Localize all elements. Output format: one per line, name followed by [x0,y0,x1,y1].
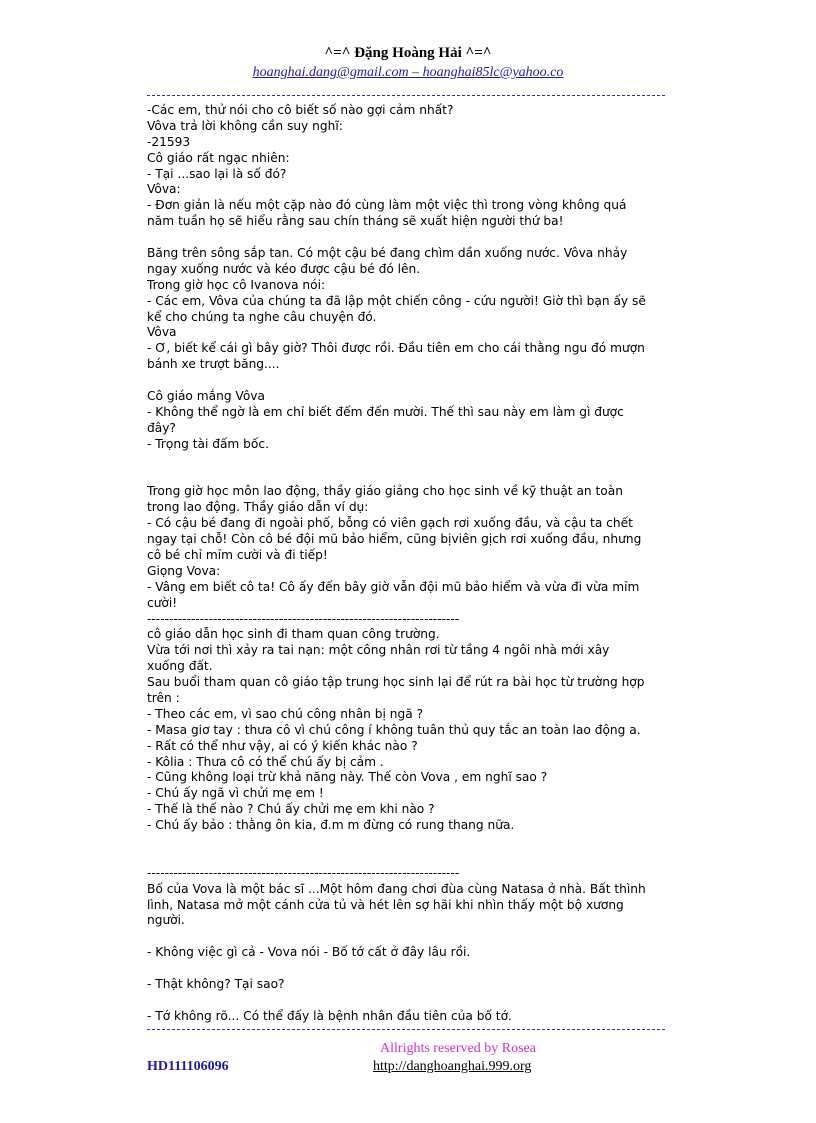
text-line: trên : [147,690,180,705]
text-line: năm tuần họ sẽ hiểu rằng sau chín tháng sẽ xuất hiện người thứ ba! [147,214,564,229]
text-line [147,834,677,850]
text-line: - Thế là thế nào ? Chú ấy chửi mẹ em khi nào ? [147,802,435,817]
text-line: - Masa giơ tay : thưa cô vì chú công í không tuân thủ quy tắc an toàn lao động a. [147,722,641,737]
text-line: - Rất có thể như vậy, ai có ý kiến khác nào ? [147,738,418,753]
footer-divider [147,1029,665,1030]
text-line: cô bé chỉ mỉm cười và đi tiếp! [147,547,328,562]
email-link-yahoo[interactable]: hoanghai85lc@yahoo.co [422,65,564,80]
text-line: - Có cậu bé đang đi ngoài phố, bỗng có viên gạch rơi xuống đầu, và cậu ta chết [147,516,633,531]
text-line: -Các em, thử nói cho cô biết số nào gợi cảm nhất? [147,103,454,117]
text-line: đây? [147,420,176,435]
text-line: xuống đất. [147,659,213,674]
text-line: Vôva trả lời không cần suy nghĩ: [147,118,343,133]
text-line: Cô giáo rất ngạc nhiên: [147,150,290,165]
website-link[interactable]: http://danghoanghai.999.org [373,1059,532,1074]
text-line: Băng trên sông sắp tan. Có một cậu bé đang chìm dần xuống nước. Vôva nhảy [147,246,628,261]
text-line: - Theo các em, vì sao chú công nhân bị ngã ? [147,706,424,721]
text-line: bánh xe trượt băng.... [147,357,280,372]
email-links [0,63,816,82]
page-header [0,44,816,82]
text-line: lình, Natasa mở một cánh cửa tủ và hét lên sợ hãi khi nhìn thấy một bộ xương [147,897,624,912]
text-line: ----------------------------------------------------------------------- [147,865,460,880]
email-link-gmail[interactable]: hoanghai.dang@gmail.com [252,65,409,80]
text-line: cô giáo dẫn học sinh đi tham quan công trường. [147,627,440,642]
text-line: - Trọng tài đấm bốc. [147,436,269,451]
text-line [147,453,677,469]
text-line [147,993,677,1009]
text-line: - Cũng không loại trừ khả năng này. Thế còn Vova , em nghĩ sao ? [147,770,548,785]
text-line: - Thật không? Tại sao? [147,976,285,991]
text-line [147,230,677,246]
text-line: - Ơ, biết kể cái gì bây giờ? Thôi được rồi. Đầu tiên em cho cái thằng ngu đó mượn [147,341,645,356]
text-line: - Kôlia : Thưa cô có thể chú ấy bị cảm . [147,754,384,769]
text-line: - Không thể ngờ là em chỉ biết đếm đến mười. Thế thì sau này em làm gì được [147,404,624,419]
text-line [147,961,677,977]
text-line: Sau buổi tham quan cô giáo tập trung học sinh lại để rút ra bài học từ trường hợp [147,675,645,690]
text-line: - Không việc gì cả - Vova nói - Bố tớ cất ở đây lâu rồi. [147,945,471,960]
text-line [147,468,677,484]
text-line: người. [147,913,185,928]
text-line: - Các em, Vôva của chúng ta đã lập một chiến công - cứu người! Giờ thì bạn ấy sẽ [147,293,646,308]
text-line [147,929,677,945]
text-line: Trong giờ học cô Ivanova nói: [147,277,326,292]
text-line: Vừa tới nơi thì xảy ra tai nạn: một công nhân rơi từ tầng 4 ngôi nhà mới xây [147,643,610,658]
text-line: Vôva [147,325,177,340]
text-line: kể cho chúng ta nghe câu chuyện đó. [147,309,377,324]
text-line: - Tại ...sao lại là số đó? [147,166,287,181]
text-line: cười! [147,595,178,610]
text-line: - Tớ không rõ... Có thể đấy là bệnh nhân đầu tiên của bố tớ. [147,1008,512,1023]
email-separator: – [408,65,423,80]
text-line: Cô giáo mắng Vôva [147,389,265,404]
text-line: - Vâng em biết cô ta! Cô ấy đến bây giờ vẫn đội mũ bảo hiểm và vừa đi vừa mỉm [147,579,640,594]
rights-notice: Allrights reserved by Rosea [380,1041,536,1056]
author-title: ^=^ Đặng Hoàng Hải ^=^ [324,45,492,61]
text-line: -21593 [147,134,191,149]
text-line [147,373,677,389]
story-text [147,103,677,1025]
text-line: - Đơn giản là nếu một cặp nào đó cùng làm một việc thì trong vòng không quá [147,198,627,213]
text-line: Giọng Vova: [147,563,221,578]
text-line: ngay xuống nước và kéo được cậu bé đó lên. [147,261,421,276]
text-line: ngay tại chỗ! Còn cô bé đội mũ bảo hiểm, cũng bịviên gịch rơi xuống đầu, nhưng [147,532,642,547]
text-line: - Chú ấy bảo : thằng ôn kia, đ.m m đừng có rung thang nữa. [147,818,515,833]
text-line: Vôva: [147,182,181,197]
text-line: Bố của Vova là một bác sĩ ...Một hôm đang chơi đùa cùng Natasa ở nhà. Bất thình [147,881,646,896]
header-divider [147,95,665,96]
text-line: trong lao động. Thầy giáo dẫn ví dụ: [147,500,369,515]
text-line: ----------------------------------------------------------------------- [147,611,460,626]
text-line: - Chú ấy ngã vì chửi mẹ em ! [147,786,324,801]
document-code: HD111106096 [147,1059,229,1074]
text-line: Trong giờ học môn lao động, thầy giáo giảng cho học sinh về kỹ thuật an toàn [147,484,623,499]
text-line [147,850,677,866]
